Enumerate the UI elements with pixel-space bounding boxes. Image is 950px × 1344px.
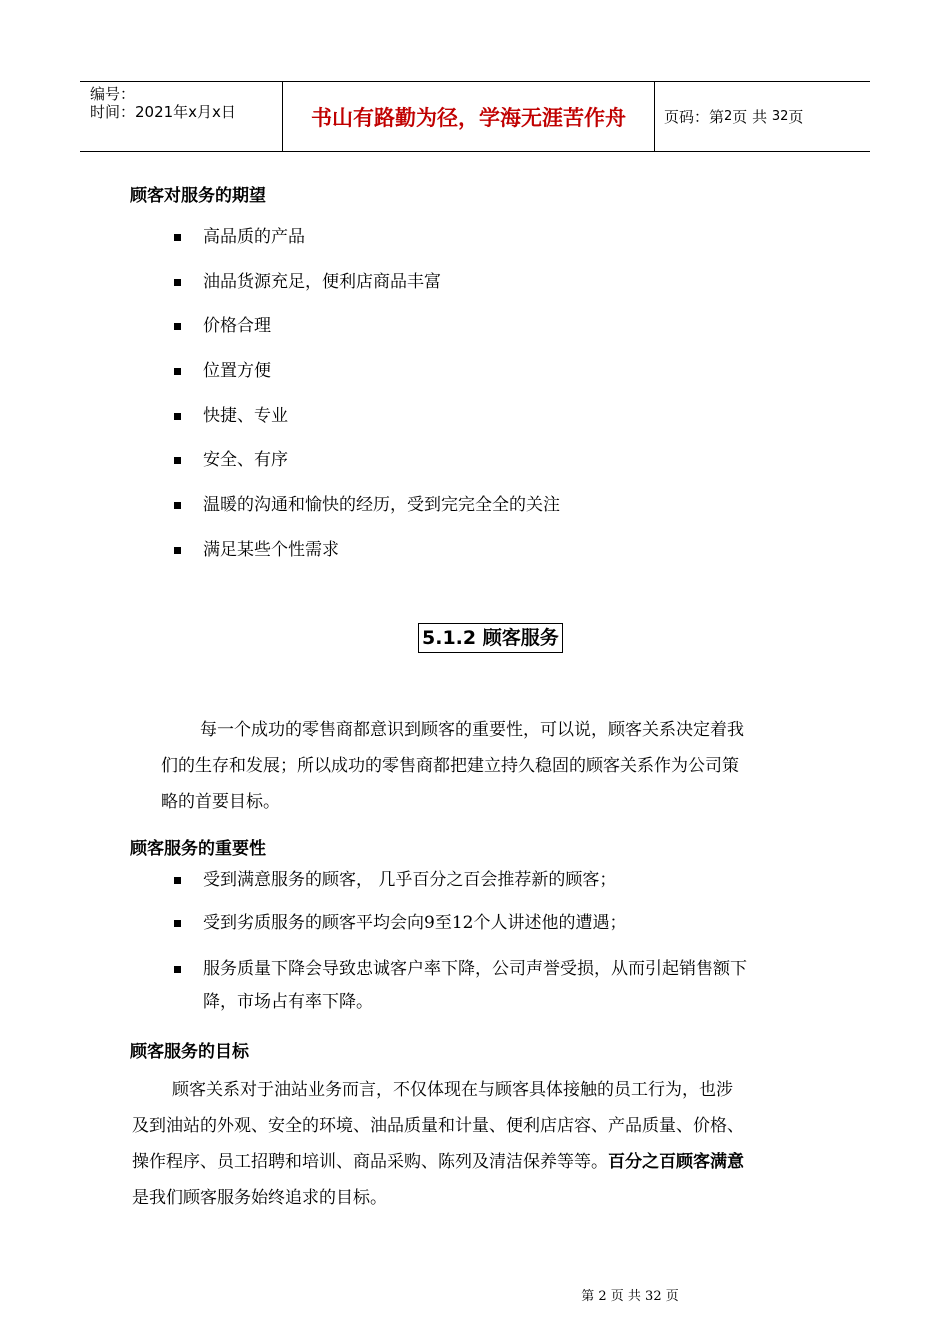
bullet-square-icon <box>174 502 181 509</box>
header-left-cell <box>80 82 282 151</box>
page-prefix: 页码：第 <box>664 108 725 126</box>
number-label: 编号： <box>90 85 136 103</box>
page-header <box>80 81 870 152</box>
header-motto-cell <box>282 82 655 151</box>
bullet-square-icon <box>174 323 181 330</box>
page-current: 2 <box>724 109 733 124</box>
bullet-square-icon <box>174 877 181 884</box>
page-footer: 第 2 页 共 32 页 <box>581 1289 679 1304</box>
bullet-square-icon <box>174 368 181 375</box>
emphasis-text: 百分之百顾客满意 <box>608 1152 744 1172</box>
header-page-cell <box>655 82 870 151</box>
importance-heading: 顾客服务的重要性 <box>130 839 266 859</box>
bullet-square-icon <box>174 457 181 464</box>
page-total: 32 <box>771 109 789 124</box>
intro-paragraph: 每一个成功的零售商都意识到顾客的重要性，可以说，顾客关系决定着我 们的生存和发展；所以成功的零售商都把建立持久稳固的顾客关系作为公司策 略的首要目标。 <box>161 720 744 812</box>
goal-heading: 顾客服务的目标 <box>130 1042 249 1062</box>
bullet-square-icon <box>174 966 181 973</box>
motto-text: 书山有路勤为径，学海无涯苦作舟 <box>311 105 626 130</box>
page-suffix: 页 <box>788 108 804 126</box>
goal-paragraph: 顾客关系对于油站业务而言，不仅体现在与顾客具体接触的员工行为，也涉 及到油站的外观、安全的环境、油品质量和计量、便利店店容、产品质量、价格、 操作程序、员工招聘和培训、商品采购、陈列及清洁保养等等。百分之百顾客满意 是我们顾客服务始终追求的目标。 <box>132 1080 744 1208</box>
bullet-square-icon <box>174 920 181 927</box>
expectations-heading: 顾客对服务的期望 <box>130 186 266 206</box>
bullet-square-icon <box>174 547 181 554</box>
section-title: 5.1.2 顾客服务 <box>418 623 563 653</box>
bullet-square-icon <box>174 279 181 286</box>
page-mid: 页 共 <box>732 108 768 126</box>
time-label: 时间：2021年x月x日 <box>90 103 236 121</box>
bullet-square-icon <box>174 234 181 241</box>
bullet-square-icon <box>174 413 181 420</box>
